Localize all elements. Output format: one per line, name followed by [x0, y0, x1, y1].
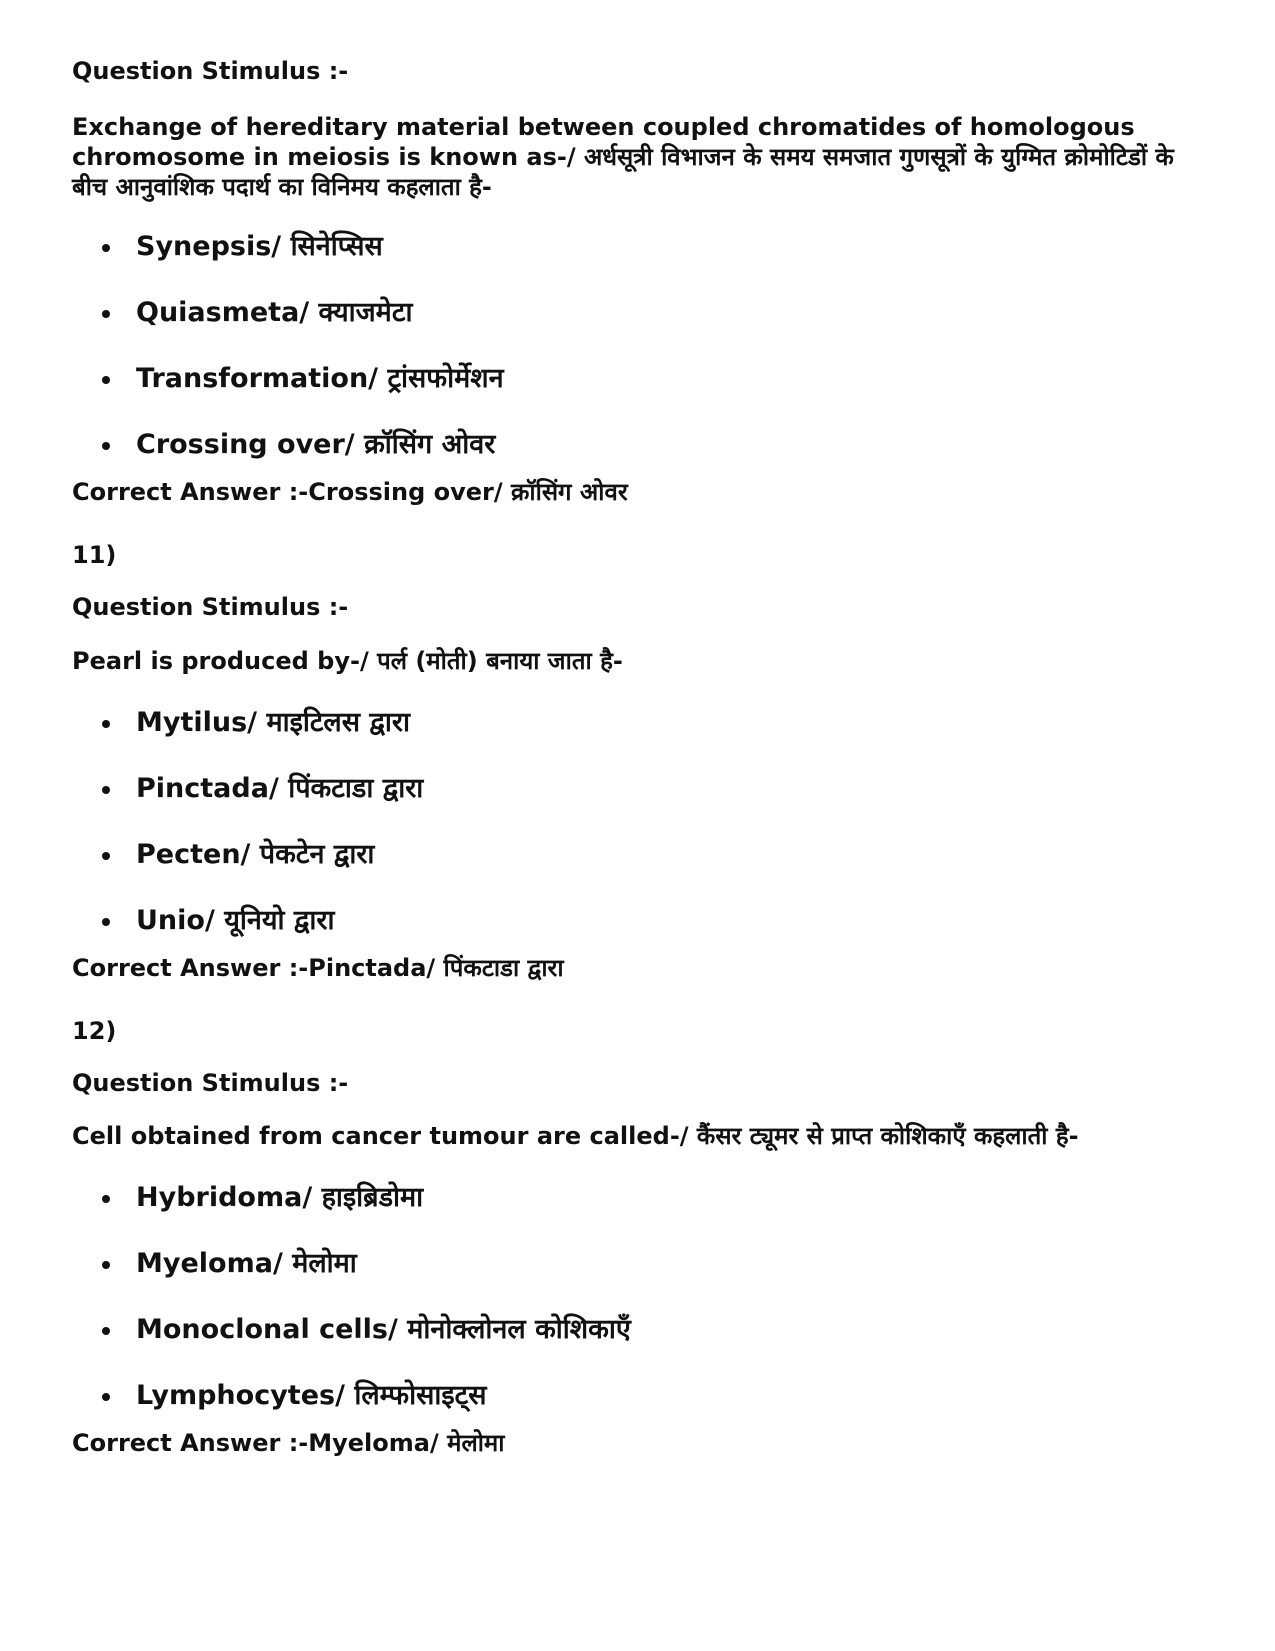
q12-number: 12) — [72, 1017, 117, 1045]
q12-stimulus: Cell obtained from cancer tumour are called-/ कैंसर ट्यूमर से प्राप्त कोशिकाएँ कहलाती है- — [72, 1122, 1079, 1150]
q10-stimulus-label-block — [72, 56, 1212, 86]
bullet-icon — [102, 244, 110, 252]
q11-stimulus: Pearl is produced by-/ पर्ल (मोती) बनाया जाता है- — [72, 647, 623, 675]
bullet-icon — [102, 1327, 110, 1335]
bullet-icon — [102, 852, 110, 860]
bullet-icon — [102, 720, 110, 728]
bullet-icon — [102, 1195, 110, 1203]
q11-option-1 — [72, 706, 1212, 772]
q12-option-1 — [72, 1181, 1212, 1247]
bullet-icon — [102, 1393, 110, 1401]
bullet-icon — [102, 310, 110, 318]
q12-number-block — [72, 1016, 1212, 1046]
bullet-icon — [102, 786, 110, 794]
q11-number-block — [72, 540, 1212, 570]
q12-options-block — [72, 1181, 1212, 1445]
bullet-icon — [102, 1261, 110, 1269]
q10-stimulus: Exchange of hereditary material between coupled chromatides of homologous chromosome in meiosis is known as-/ अर्धसूत्री विभाजन के समय समजात गुणसूत्रों के युग्मित क्रोमोटिडों के बीच आनुवांशिक पदार्थ का विनिमय कहलाता है- — [72, 113, 1174, 201]
option-text: Mytilus/ माइटिलस द्वारा — [136, 707, 410, 738]
q12-options — [72, 1181, 1212, 1445]
option-text: Transformation/ ट्रांसफोर्मेशन — [136, 363, 504, 394]
q11-options-block — [72, 706, 1212, 970]
q11-correct-answer: Correct Answer :-Pinctada/ पिंकटाडा द्वारा — [72, 954, 564, 982]
q12-stimulus-block — [72, 1121, 1212, 1151]
option-text: Monoclonal cells/ मोनोक्लोनल कोशिकाएँ — [136, 1314, 631, 1345]
q12-correct-answer: Correct Answer :-Myeloma/ मेलोमा — [72, 1429, 505, 1457]
q10-option-3 — [72, 362, 1212, 428]
option-text: Pecten/ पेकटेन द्वारा — [136, 839, 375, 870]
q10-options-block — [72, 230, 1212, 494]
q10-answer-block — [72, 477, 1212, 507]
bullet-icon — [102, 918, 110, 926]
q10-stimulus-label: Question Stimulus :- — [72, 57, 349, 85]
option-text: Unio/ यूनियो द्वारा — [136, 905, 335, 936]
q10-option-2 — [72, 296, 1212, 362]
q11-stimulus-label-block — [72, 592, 1212, 622]
q11-number: 11) — [72, 541, 117, 569]
q11-options — [72, 706, 1212, 970]
q10-correct-answer: Correct Answer :-Crossing over/ क्रॉसिंग ओवर — [72, 478, 628, 506]
q10-options — [72, 230, 1212, 494]
q10-stimulus-block — [72, 112, 1212, 202]
option-text: Myeloma/ मेलोमा — [136, 1248, 357, 1279]
q10-option-1 — [72, 230, 1212, 296]
option-text: Lymphocytes/ लिम्फोसाइट्स — [136, 1380, 487, 1411]
option-text: Pinctada/ पिंकटाडा द्वारा — [136, 773, 424, 804]
q11-option-2 — [72, 772, 1212, 838]
bullet-icon — [102, 442, 110, 450]
q12-option-3 — [72, 1313, 1212, 1379]
option-text: Quiasmeta/ क्याजमेटा — [136, 297, 413, 328]
option-text: Hybridoma/ हाइब्रिडोमा — [136, 1182, 424, 1213]
q11-answer-block — [72, 953, 1212, 983]
q12-stimulus-label-block — [72, 1068, 1212, 1098]
q12-stimulus-label: Question Stimulus :- — [72, 1069, 349, 1097]
option-text: Synepsis/ सिनेप्सिस — [136, 231, 383, 262]
bullet-icon — [102, 376, 110, 384]
q11-stimulus-label: Question Stimulus :- — [72, 593, 349, 621]
q11-stimulus-block — [72, 646, 1212, 676]
q11-option-3 — [72, 838, 1212, 904]
q12-option-2 — [72, 1247, 1212, 1313]
q12-answer-block — [72, 1428, 1212, 1458]
option-text: Crossing over/ क्रॉसिंग ओवर — [136, 429, 496, 460]
